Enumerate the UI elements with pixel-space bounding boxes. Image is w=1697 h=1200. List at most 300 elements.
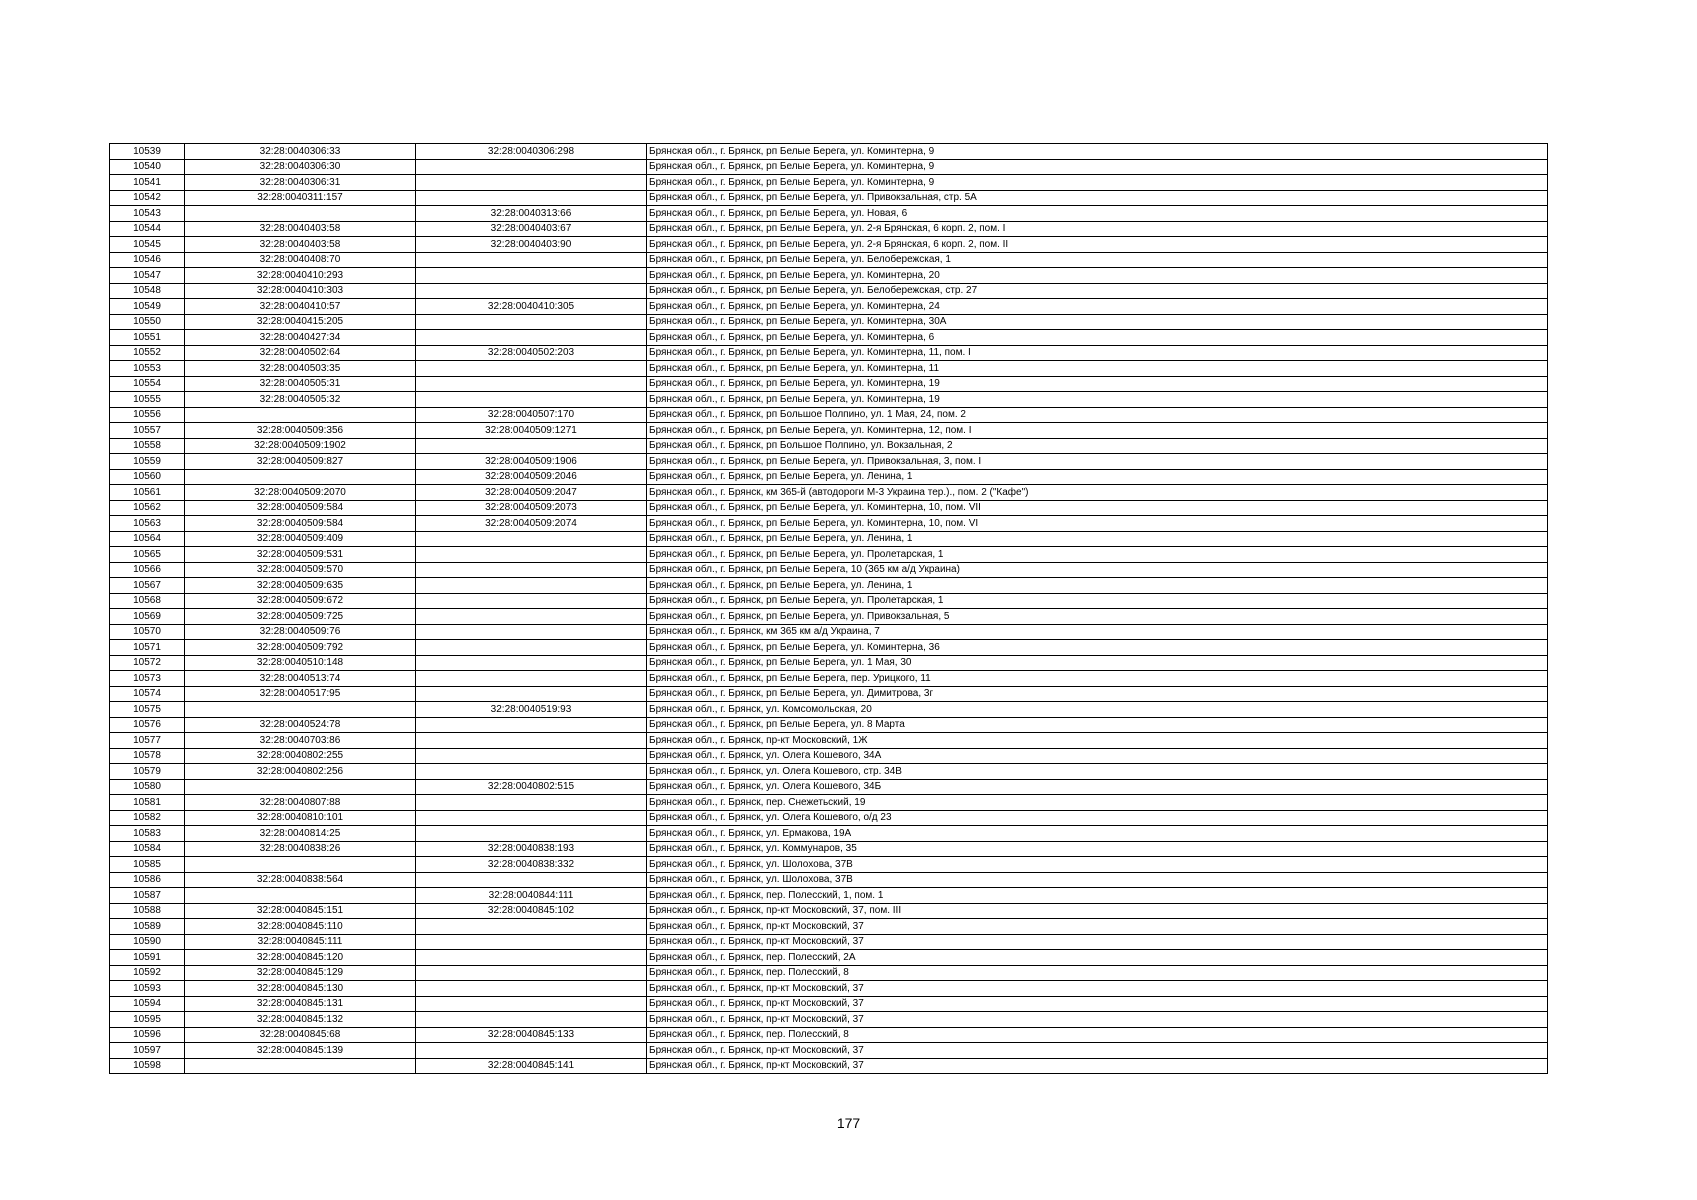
table-row: [110, 1027, 1548, 1043]
row-number-cell: 10583: [110, 826, 185, 842]
row-number-cell: 10566: [110, 562, 185, 578]
address-cell: Брянская обл., г. Брянск, ул. Шолохова, 37В: [647, 872, 1548, 888]
land-cadastral-number-cell: 32:28:0040505:32: [185, 392, 416, 408]
building-cadastral-number-cell: 32:28:0040509:2074: [416, 516, 647, 532]
row-number-cell: 10543: [110, 206, 185, 222]
table-row: [110, 376, 1548, 392]
address-cell: Брянская обл., г. Брянск, пер. Полесский, 8: [647, 1027, 1548, 1043]
address-cell: Брянская обл., г. Брянск, рп Белые Берега, пер. Урицкого, 11: [647, 671, 1548, 687]
land-cadastral-number-cell: [185, 469, 416, 485]
address-cell: Брянская обл., г. Брянск, пр-кт Московский, 37, пом. III: [647, 903, 1548, 919]
address-cell: Брянская обл., г. Брянск, рп Белые Берега, ул. Коминтерна, 19: [647, 376, 1548, 392]
land-cadastral-number-cell: 32:28:0040509:672: [185, 593, 416, 609]
building-cadastral-number-cell: 32:28:0040838:193: [416, 841, 647, 857]
land-cadastral-number-cell: 32:28:0040415:205: [185, 314, 416, 330]
building-cadastral-number-cell: [416, 733, 647, 749]
building-cadastral-number-cell: [416, 624, 647, 640]
table-row: [110, 686, 1548, 702]
row-number-cell: 10562: [110, 500, 185, 516]
land-cadastral-number-cell: 32:28:0040502:64: [185, 345, 416, 361]
building-cadastral-number-cell: [416, 640, 647, 656]
row-number-cell: 10557: [110, 423, 185, 439]
building-cadastral-number-cell: 32:28:0040519:93: [416, 702, 647, 718]
table-row: [110, 314, 1548, 330]
address-cell: Брянская обл., г. Брянск, рп Белые Берега, ул. Коминтерна, 30А: [647, 314, 1548, 330]
land-cadastral-number-cell: [185, 857, 416, 873]
building-cadastral-number-cell: [416, 392, 647, 408]
table-row: [110, 190, 1548, 206]
land-cadastral-number-cell: 32:28:0040838:26: [185, 841, 416, 857]
registry-table-body: [110, 144, 1548, 1074]
land-cadastral-number-cell: [185, 888, 416, 904]
table-row: [110, 299, 1548, 315]
address-cell: Брянская обл., г. Брянск, пер. Полесский, 2А: [647, 950, 1548, 966]
building-cadastral-number-cell: 32:28:0040313:66: [416, 206, 647, 222]
row-number-cell: 10588: [110, 903, 185, 919]
land-cadastral-number-cell: 32:28:0040703:86: [185, 733, 416, 749]
row-number-cell: 10563: [110, 516, 185, 532]
table-row: [110, 717, 1548, 733]
table-row: [110, 361, 1548, 377]
building-cadastral-number-cell: [416, 810, 647, 826]
table-row: [110, 655, 1548, 671]
page-number: 177: [836, 1115, 861, 1131]
row-number-cell: 10594: [110, 996, 185, 1012]
building-cadastral-number-cell: 32:28:0040845:133: [416, 1027, 647, 1043]
table-row: [110, 268, 1548, 284]
building-cadastral-number-cell: [416, 764, 647, 780]
address-cell: Брянская обл., г. Брянск, пер. Полесский, 1, пом. 1: [647, 888, 1548, 904]
table-row: [110, 841, 1548, 857]
building-cadastral-number-cell: [416, 748, 647, 764]
row-number-cell: 10577: [110, 733, 185, 749]
address-cell: Брянская обл., г. Брянск, рп Белые Берега, ул. Коминтерна, 19: [647, 392, 1548, 408]
row-number-cell: 10597: [110, 1043, 185, 1059]
address-cell: Брянская обл., г. Брянск, пер. Снежетьский, 19: [647, 795, 1548, 811]
land-cadastral-number-cell: 32:28:0040306:33: [185, 144, 416, 160]
building-cadastral-number-cell: [416, 795, 647, 811]
address-cell: Брянская обл., г. Брянск, рп Белые Берега, ул. Новая, 6: [647, 206, 1548, 222]
row-number-cell: 10573: [110, 671, 185, 687]
building-cadastral-number-cell: [416, 330, 647, 346]
building-cadastral-number-cell: 32:28:0040509:1906: [416, 454, 647, 470]
table-row: [110, 624, 1548, 640]
row-number-cell: 10551: [110, 330, 185, 346]
address-cell: Брянская обл., г. Брянск, рп Белые Берега, 10 (365 км а/д Украина): [647, 562, 1548, 578]
address-cell: Брянская обл., г. Брянск, рп Большое Полпино, ул. Вокзальная, 2: [647, 438, 1548, 454]
building-cadastral-number-cell: 32:28:0040509:2073: [416, 500, 647, 516]
land-cadastral-number-cell: 32:28:0040838:564: [185, 872, 416, 888]
table-row: [110, 485, 1548, 501]
row-number-cell: 10553: [110, 361, 185, 377]
land-cadastral-number-cell: 32:28:0040845:139: [185, 1043, 416, 1059]
land-cadastral-number-cell: 32:28:0040510:148: [185, 655, 416, 671]
land-cadastral-number-cell: 32:28:0040509:827: [185, 454, 416, 470]
building-cadastral-number-cell: [416, 919, 647, 935]
row-number-cell: 10540: [110, 159, 185, 175]
address-cell: Брянская обл., г. Брянск, пр-кт Московский, 37: [647, 981, 1548, 997]
building-cadastral-number-cell: [416, 593, 647, 609]
building-cadastral-number-cell: [416, 531, 647, 547]
land-cadastral-number-cell: 32:28:0040845:120: [185, 950, 416, 966]
address-cell: Брянская обл., г. Брянск, рп Белые Берега, ул. Пролетарская, 1: [647, 593, 1548, 609]
address-cell: Брянская обл., г. Брянск, рп Белые Берега, ул. Коминтерна, 11: [647, 361, 1548, 377]
address-cell: Брянская обл., г. Брянск, рп Белые Берега, ул. Белобережская, 1: [647, 252, 1548, 268]
building-cadastral-number-cell: [416, 950, 647, 966]
row-number-cell: 10550: [110, 314, 185, 330]
table-row: [110, 671, 1548, 687]
table-row: [110, 206, 1548, 222]
land-cadastral-number-cell: 32:28:0040509:2070: [185, 485, 416, 501]
land-cadastral-number-cell: 32:28:0040845:110: [185, 919, 416, 935]
land-cadastral-number-cell: 32:28:0040845:68: [185, 1027, 416, 1043]
land-cadastral-number-cell: 32:28:0040509:792: [185, 640, 416, 656]
row-number-cell: 10581: [110, 795, 185, 811]
land-cadastral-number-cell: 32:28:0040845:129: [185, 965, 416, 981]
land-cadastral-number-cell: 32:28:0040306:31: [185, 175, 416, 191]
row-number-cell: 10547: [110, 268, 185, 284]
address-cell: Брянская обл., г. Брянск, ул. Ермакова, 19А: [647, 826, 1548, 842]
address-cell: Брянская обл., г. Брянск, рп Белые Берега, ул. 1 Мая, 30: [647, 655, 1548, 671]
address-cell: Брянская обл., г. Брянск, рп Белые Берега, ул. Белобережская, стр. 27: [647, 283, 1548, 299]
address-cell: Брянская обл., г. Брянск, ул. Олега Кошевого, 34Б: [647, 779, 1548, 795]
table-row: [110, 764, 1548, 780]
address-cell: Брянская обл., г. Брянск, рп Белые Берега, ул. Ленина, 1: [647, 469, 1548, 485]
address-cell: Брянская обл., г. Брянск, рп Белые Берега, ул. Ленина, 1: [647, 578, 1548, 594]
address-cell: Брянская обл., г. Брянск, рп Белые Берега, ул. Коминтерна, 9: [647, 144, 1548, 160]
building-cadastral-number-cell: [416, 268, 647, 284]
land-cadastral-number-cell: [185, 702, 416, 718]
building-cadastral-number-cell: [416, 159, 647, 175]
land-cadastral-number-cell: 32:28:0040845:131: [185, 996, 416, 1012]
address-cell: Брянская обл., г. Брянск, км 365 км а/д Украина, 7: [647, 624, 1548, 640]
land-cadastral-number-cell: 32:28:0040509:635: [185, 578, 416, 594]
land-cadastral-number-cell: 32:28:0040524:78: [185, 717, 416, 733]
building-cadastral-number-cell: 32:28:0040403:67: [416, 221, 647, 237]
land-cadastral-number-cell: 32:28:0040814:25: [185, 826, 416, 842]
table-row: [110, 779, 1548, 795]
address-cell: Брянская обл., г. Брянск, пер. Полесский, 8: [647, 965, 1548, 981]
row-number-cell: 10568: [110, 593, 185, 609]
table-row: [110, 345, 1548, 361]
row-number-cell: 10595: [110, 1012, 185, 1028]
table-row: [110, 810, 1548, 826]
address-cell: Брянская обл., г. Брянск, км 365-й (автодороги М-3 Украина тер.)., пом. 2 ("Кафе"): [647, 485, 1548, 501]
building-cadastral-number-cell: [416, 314, 647, 330]
table-row: [110, 159, 1548, 175]
building-cadastral-number-cell: [416, 283, 647, 299]
table-row: [110, 888, 1548, 904]
building-cadastral-number-cell: 32:28:0040507:170: [416, 407, 647, 423]
row-number-cell: 10545: [110, 237, 185, 253]
row-number-cell: 10554: [110, 376, 185, 392]
table-row: [110, 283, 1548, 299]
address-cell: Брянская обл., г. Брянск, рп Белые Берега, ул. Привокзальная, стр. 5А: [647, 190, 1548, 206]
address-cell: Брянская обл., г. Брянск, рп Белые Берега, ул. Коминтерна, 36: [647, 640, 1548, 656]
row-number-cell: 10596: [110, 1027, 185, 1043]
address-cell: Брянская обл., г. Брянск, пр-кт Московский, 37: [647, 996, 1548, 1012]
address-cell: Брянская обл., г. Брянск, ул. Олега Кошевого, 34А: [647, 748, 1548, 764]
table-row: [110, 469, 1548, 485]
land-cadastral-number-cell: 32:28:0040845:111: [185, 934, 416, 950]
row-number-cell: 10589: [110, 919, 185, 935]
table-row: [110, 392, 1548, 408]
address-cell: Брянская обл., г. Брянск, ул. Комсомольская, 20: [647, 702, 1548, 718]
table-row: [110, 562, 1548, 578]
address-cell: Брянская обл., г. Брянск, пр-кт Московский, 37: [647, 1012, 1548, 1028]
table-row: [110, 500, 1548, 516]
table-row: [110, 702, 1548, 718]
table-row: [110, 950, 1548, 966]
building-cadastral-number-cell: [416, 686, 647, 702]
building-cadastral-number-cell: 32:28:0040845:102: [416, 903, 647, 919]
building-cadastral-number-cell: [416, 655, 647, 671]
building-cadastral-number-cell: [416, 190, 647, 206]
row-number-cell: 10544: [110, 221, 185, 237]
building-cadastral-number-cell: 32:28:0040502:203: [416, 345, 647, 361]
address-cell: Брянская обл., г. Брянск, рп Белые Берега, ул. Коминтерна, 10, пом. VII: [647, 500, 1548, 516]
land-cadastral-number-cell: 32:28:0040509:570: [185, 562, 416, 578]
row-number-cell: 10590: [110, 934, 185, 950]
address-cell: Брянская обл., г. Брянск, рп Белые Берега, ул. Коминтерна, 24: [647, 299, 1548, 315]
land-cadastral-number-cell: 32:28:0040845:151: [185, 903, 416, 919]
row-number-cell: 10552: [110, 345, 185, 361]
building-cadastral-number-cell: 32:28:0040802:515: [416, 779, 647, 795]
row-number-cell: 10570: [110, 624, 185, 640]
address-cell: Брянская обл., г. Брянск, рп Большое Полпино, ул. 1 Мая, 24, пом. 2: [647, 407, 1548, 423]
address-cell: Брянская обл., г. Брянск, ул. Шолохова, 37В: [647, 857, 1548, 873]
building-cadastral-number-cell: 32:28:0040509:1271: [416, 423, 647, 439]
land-cadastral-number-cell: 32:28:0040802:255: [185, 748, 416, 764]
row-number-cell: 10587: [110, 888, 185, 904]
table-row: [110, 795, 1548, 811]
table-row: [110, 578, 1548, 594]
land-cadastral-number-cell: 32:28:0040403:58: [185, 237, 416, 253]
land-cadastral-number-cell: 32:28:0040410:303: [185, 283, 416, 299]
row-number-cell: 10560: [110, 469, 185, 485]
land-cadastral-number-cell: 32:28:0040410:57: [185, 299, 416, 315]
land-cadastral-number-cell: 32:28:0040410:293: [185, 268, 416, 284]
table-row: [110, 593, 1548, 609]
address-cell: Брянская обл., г. Брянск, рп Белые Берега, ул. Коминтерна, 9: [647, 159, 1548, 175]
land-cadastral-number-cell: 32:28:0040311:157: [185, 190, 416, 206]
row-number-cell: 10558: [110, 438, 185, 454]
row-number-cell: 10569: [110, 609, 185, 625]
land-cadastral-number-cell: 32:28:0040845:132: [185, 1012, 416, 1028]
table-row: [110, 423, 1548, 439]
land-cadastral-number-cell: 32:28:0040306:30: [185, 159, 416, 175]
row-number-cell: 10598: [110, 1058, 185, 1074]
land-cadastral-number-cell: 32:28:0040810:101: [185, 810, 416, 826]
table-row: [110, 640, 1548, 656]
address-cell: Брянская обл., г. Брянск, рп Белые Берега, ул. 8 Марта: [647, 717, 1548, 733]
building-cadastral-number-cell: 32:28:0040410:305: [416, 299, 647, 315]
address-cell: Брянская обл., г. Брянск, рп Белые Берега, ул. 2-я Брянская, 6 корп. 2, пом. II: [647, 237, 1548, 253]
address-cell: Брянская обл., г. Брянск, рп Белые Берега, ул. Привокзальная, 5: [647, 609, 1548, 625]
row-number-cell: 10574: [110, 686, 185, 702]
building-cadastral-number-cell: [416, 872, 647, 888]
address-cell: Брянская обл., г. Брянск, рп Белые Берега, ул. Коминтерна, 20: [647, 268, 1548, 284]
row-number-cell: 10539: [110, 144, 185, 160]
building-cadastral-number-cell: [416, 965, 647, 981]
land-cadastral-number-cell: 32:28:0040517:95: [185, 686, 416, 702]
table-row: [110, 965, 1548, 981]
address-cell: Брянская обл., г. Брянск, рп Белые Берега, ул. Коминтерна, 6: [647, 330, 1548, 346]
address-cell: Брянская обл., г. Брянск, пр-кт Московский, 37: [647, 1043, 1548, 1059]
address-cell: Брянская обл., г. Брянск, пр-кт Московский, 37: [647, 1058, 1548, 1074]
table-row: [110, 1043, 1548, 1059]
building-cadastral-number-cell: [416, 361, 647, 377]
row-number-cell: 10593: [110, 981, 185, 997]
row-number-cell: 10582: [110, 810, 185, 826]
row-number-cell: 10564: [110, 531, 185, 547]
row-number-cell: 10572: [110, 655, 185, 671]
building-cadastral-number-cell: 32:28:0040509:2046: [416, 469, 647, 485]
building-cadastral-number-cell: [416, 376, 647, 392]
land-cadastral-number-cell: [185, 1058, 416, 1074]
building-cadastral-number-cell: [416, 175, 647, 191]
table-row: [110, 407, 1548, 423]
building-cadastral-number-cell: 32:28:0040306:298: [416, 144, 647, 160]
address-cell: Брянская обл., г. Брянск, рп Белые Берега, ул. Коминтерна, 12, пом. I: [647, 423, 1548, 439]
table-row: [110, 609, 1548, 625]
table-row: [110, 252, 1548, 268]
table-row: [110, 1058, 1548, 1074]
land-cadastral-number-cell: 32:28:0040807:88: [185, 795, 416, 811]
table-row: [110, 934, 1548, 950]
row-number-cell: 10542: [110, 190, 185, 206]
row-number-cell: 10546: [110, 252, 185, 268]
building-cadastral-number-cell: [416, 438, 647, 454]
land-cadastral-number-cell: 32:28:0040802:256: [185, 764, 416, 780]
address-cell: Брянская обл., г. Брянск, пр-кт Московский, 37: [647, 934, 1548, 950]
table-row: [110, 175, 1548, 191]
address-cell: Брянская обл., г. Брянск, рп Белые Берега, ул. Пролетарская, 1: [647, 547, 1548, 563]
building-cadastral-number-cell: [416, 671, 647, 687]
row-number-cell: 10591: [110, 950, 185, 966]
address-cell: Брянская обл., г. Брянск, ул. Коммунаров, 35: [647, 841, 1548, 857]
row-number-cell: 10578: [110, 748, 185, 764]
table-row: [110, 857, 1548, 873]
table-row: [110, 826, 1548, 842]
table-row: [110, 454, 1548, 470]
land-cadastral-number-cell: 32:28:0040513:74: [185, 671, 416, 687]
land-cadastral-number-cell: 32:28:0040427:34: [185, 330, 416, 346]
row-number-cell: 10565: [110, 547, 185, 563]
land-cadastral-number-cell: 32:28:0040509:725: [185, 609, 416, 625]
land-cadastral-number-cell: 32:28:0040509:531: [185, 547, 416, 563]
address-cell: Брянская обл., г. Брянск, рп Белые Берега, ул. Привокзальная, 3, пом. I: [647, 454, 1548, 470]
table-row: [110, 144, 1548, 160]
building-cadastral-number-cell: [416, 252, 647, 268]
table-row: [110, 872, 1548, 888]
table-row: [110, 748, 1548, 764]
table-row: [110, 516, 1548, 532]
land-cadastral-number-cell: 32:28:0040505:31: [185, 376, 416, 392]
building-cadastral-number-cell: [416, 562, 647, 578]
row-number-cell: 10556: [110, 407, 185, 423]
row-number-cell: 10586: [110, 872, 185, 888]
building-cadastral-number-cell: 32:28:0040838:332: [416, 857, 647, 873]
address-cell: Брянская обл., г. Брянск, ул. Олега Кошевого, о/д 23: [647, 810, 1548, 826]
row-number-cell: 10576: [110, 717, 185, 733]
row-number-cell: 10561: [110, 485, 185, 501]
land-cadastral-number-cell: 32:28:0040408:70: [185, 252, 416, 268]
land-cadastral-number-cell: 32:28:0040845:130: [185, 981, 416, 997]
row-number-cell: 10571: [110, 640, 185, 656]
building-cadastral-number-cell: [416, 609, 647, 625]
land-cadastral-number-cell: 32:28:0040509:584: [185, 516, 416, 532]
table-row: [110, 996, 1548, 1012]
land-cadastral-number-cell: 32:28:0040509:356: [185, 423, 416, 439]
land-cadastral-number-cell: 32:28:0040509:409: [185, 531, 416, 547]
row-number-cell: 10584: [110, 841, 185, 857]
building-cadastral-number-cell: [416, 1012, 647, 1028]
building-cadastral-number-cell: 32:28:0040844:111: [416, 888, 647, 904]
address-cell: Брянская обл., г. Брянск, рп Белые Берега, ул. Димитрова, 3г: [647, 686, 1548, 702]
address-cell: Брянская обл., г. Брянск, рп Белые Берега, ул. Коминтерна, 9: [647, 175, 1548, 191]
table-row: [110, 531, 1548, 547]
address-cell: Брянская обл., г. Брянск, рп Белые Берега, ул. Коминтерна, 11, пом. I: [647, 345, 1548, 361]
row-number-cell: 10579: [110, 764, 185, 780]
land-cadastral-number-cell: 32:28:0040403:58: [185, 221, 416, 237]
table-row: [110, 919, 1548, 935]
building-cadastral-number-cell: [416, 981, 647, 997]
land-cadastral-number-cell: 32:28:0040509:1902: [185, 438, 416, 454]
land-cadastral-number-cell: [185, 779, 416, 795]
row-number-cell: 10548: [110, 283, 185, 299]
land-cadastral-number-cell: [185, 206, 416, 222]
building-cadastral-number-cell: [416, 996, 647, 1012]
row-number-cell: 10555: [110, 392, 185, 408]
address-cell: Брянская обл., г. Брянск, пр-кт Московский, 1Ж: [647, 733, 1548, 749]
table-row: [110, 1012, 1548, 1028]
land-cadastral-number-cell: 32:28:0040509:584: [185, 500, 416, 516]
table-row: [110, 221, 1548, 237]
address-cell: Брянская обл., г. Брянск, рп Белые Берега, ул. Коминтерна, 10, пом. VI: [647, 516, 1548, 532]
address-cell: Брянская обл., г. Брянск, рп Белые Берега, ул. Ленина, 1: [647, 531, 1548, 547]
address-cell: Брянская обл., г. Брянск, рп Белые Берега, ул. 2-я Брянская, 6 корп. 2, пом. I: [647, 221, 1548, 237]
table-row: [110, 438, 1548, 454]
building-cadastral-number-cell: [416, 826, 647, 842]
land-cadastral-number-cell: 32:28:0040503:35: [185, 361, 416, 377]
table-row: [110, 903, 1548, 919]
address-cell: Брянская обл., г. Брянск, ул. Олега Кошевого, стр. 34В: [647, 764, 1548, 780]
table-row: [110, 237, 1548, 253]
building-cadastral-number-cell: [416, 717, 647, 733]
land-cadastral-number-cell: 32:28:0040509:76: [185, 624, 416, 640]
building-cadastral-number-cell: [416, 578, 647, 594]
row-number-cell: 10541: [110, 175, 185, 191]
row-number-cell: 10575: [110, 702, 185, 718]
table-row: [110, 330, 1548, 346]
building-cadastral-number-cell: 32:28:0040509:2047: [416, 485, 647, 501]
row-number-cell: 10592: [110, 965, 185, 981]
row-number-cell: 10549: [110, 299, 185, 315]
land-cadastral-number-cell: [185, 407, 416, 423]
row-number-cell: 10580: [110, 779, 185, 795]
building-cadastral-number-cell: [416, 547, 647, 563]
row-number-cell: 10567: [110, 578, 185, 594]
building-cadastral-number-cell: [416, 934, 647, 950]
row-number-cell: 10559: [110, 454, 185, 470]
table-row: [110, 733, 1548, 749]
building-cadastral-number-cell: 32:28:0040403:90: [416, 237, 647, 253]
address-cell: Брянская обл., г. Брянск, пр-кт Московский, 37: [647, 919, 1548, 935]
building-cadastral-number-cell: 32:28:0040845:141: [416, 1058, 647, 1074]
table-row: [110, 981, 1548, 997]
table-row: [110, 547, 1548, 563]
